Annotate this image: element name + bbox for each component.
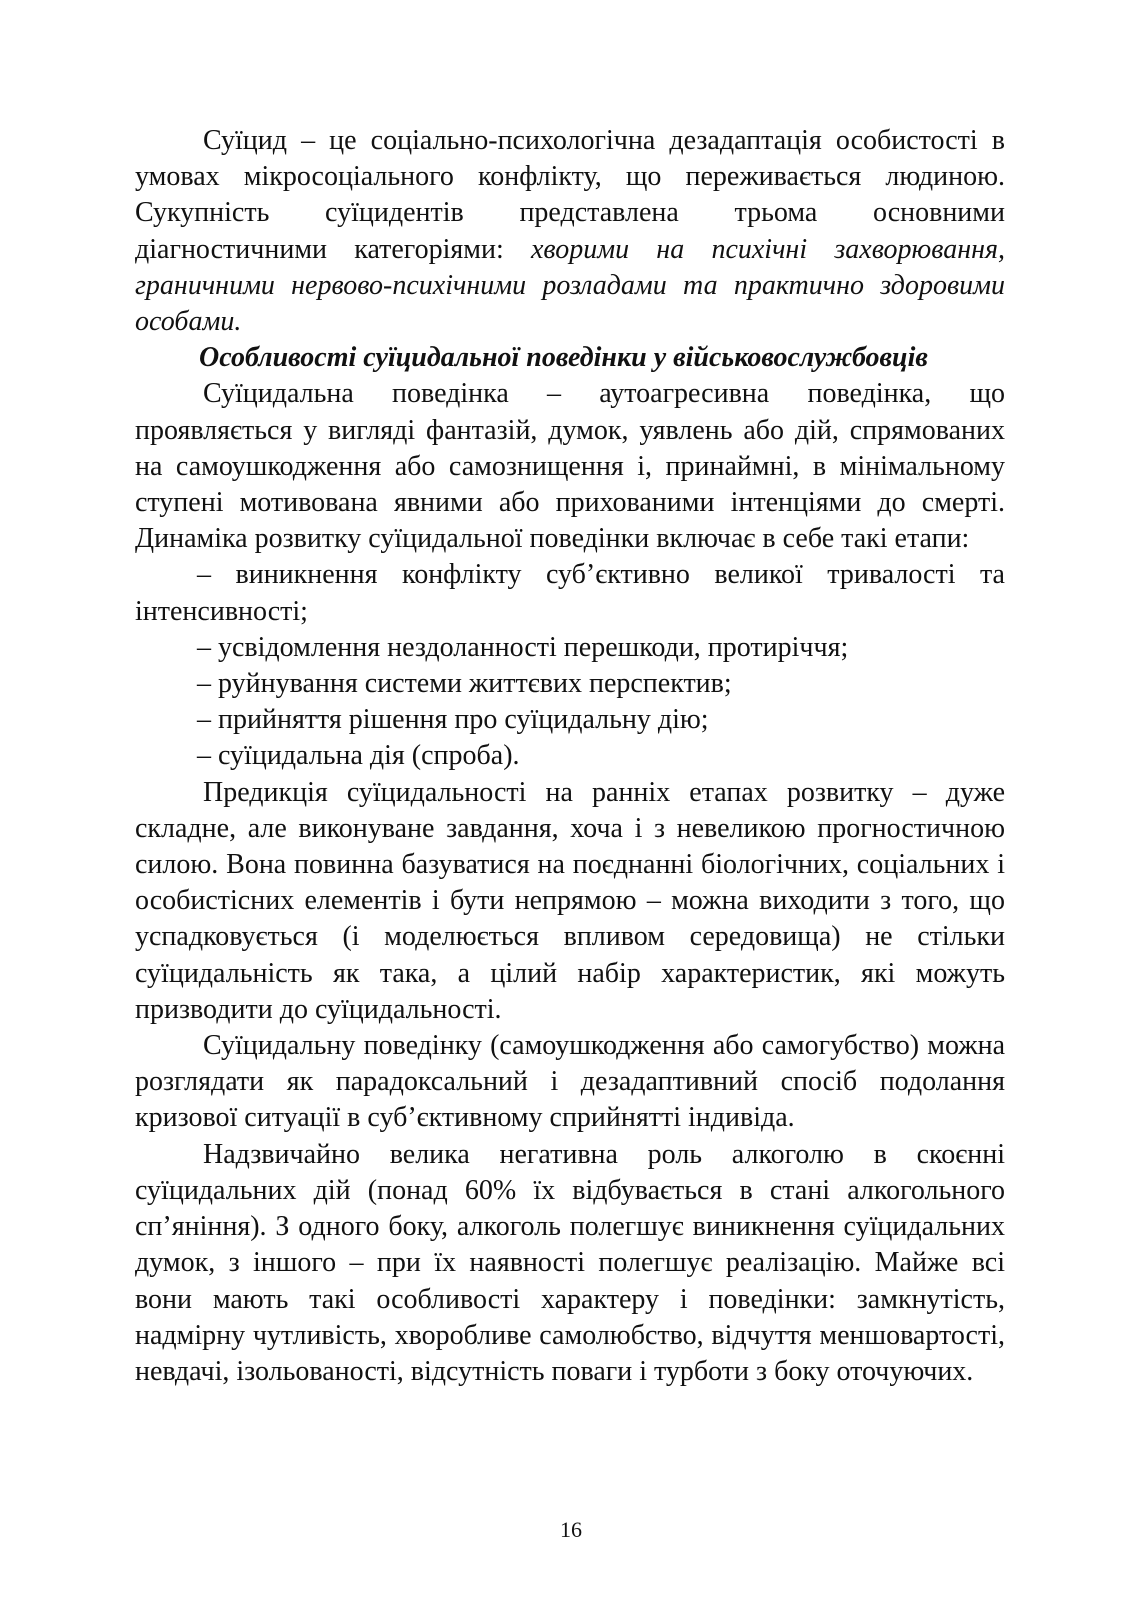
page-number: 16 [560, 1517, 582, 1542]
list-item-stage-2: – усвідомлення нездоланності перешкоди, протиріччя; [197, 631, 849, 663]
list-item-stage-3: – руйнування системи життєвих перспектив; [197, 668, 732, 700]
list-item-stage-5: – суїцидальна дія (спроба). [197, 740, 520, 772]
paragraph-suicidal-behavior: Суїцидальна поведінка – аутоагресивна поведінка, що проявляється у вигляді фантазій, думок, уявлень або дій, спрямованих на самоушкодження або самознищення і, принаймні, в мінімальному ступені мотивована явними або прихованими інтенціями до смерті. Динаміка розвитку суїцидальної поведінки включає в себе такі етапи: [135, 378, 1005, 555]
list-item-stage-4: – прийняття рішення про суїцидальну дію; [197, 704, 709, 736]
section-heading: Особливості суїцидальної поведінки у військовослужбовців [199, 342, 928, 374]
list-item-stage-1: – виникнення конфлікту суб’єктивно великої тривалості та інтенсивності; [135, 559, 1005, 627]
paragraph-alcohol: Надзвичайно велика негативна роль алкоголю в скоєнні суїцидальних дій (понад 60% їх відбувається в стані алкогольного сп’яніння). З одного боку, алкоголь полегшує виникнення суїцидальних думок, з іншого – при їх наявності полегшує реалізацію. Майже всі вони мають такі особливості характеру і поведінки: замкнутість, надмірну чутливість, хворобливе самолюбство, відчуття меншовартості, невдачі, ізольованості, відсутність поваги і турботи з боку оточуючих. [135, 1138, 1005, 1387]
paragraph-coping: Суїцидальну поведінку (самоушкодження або самогубство) можна розглядати як парадоксальний і дезадаптивний спосіб подолання кризової ситуації в суб’єктивному сприйнятті індивіда. [135, 1030, 1005, 1134]
paragraph-suicide-definition [135, 123, 1005, 340]
paragraph-suicide-definition-text: Суїцид – це соціально-психологічна дезадаптація особистості в умовах мікросоціального конфлікту, що переживається людиною. Сукупність суїцидентів представлена трьома основними діагностичними категоріями: [135, 125, 1005, 265]
paragraph-prediction: Предикція суїцидальності на ранніх етапах розвитку – дуже складне, але виконуване завдання, хоча і з невеликою прогностичною силою. Вона повинна базуватися на поєднанні біологічних, соціальних і особистісних елементів і бути непрямою – можна виходити з того, що успадковується (і моделюється впливом середовища) не стільки суїцидальність як така, а цілий набір характеристик, які можуть призводити до суїцидальності. [135, 776, 1005, 1025]
paragraph-suicide-definition-categories: хворими на психічні захворювання, граничними нервово-психічними розладами та практично здоровими особами. [135, 233, 1005, 338]
